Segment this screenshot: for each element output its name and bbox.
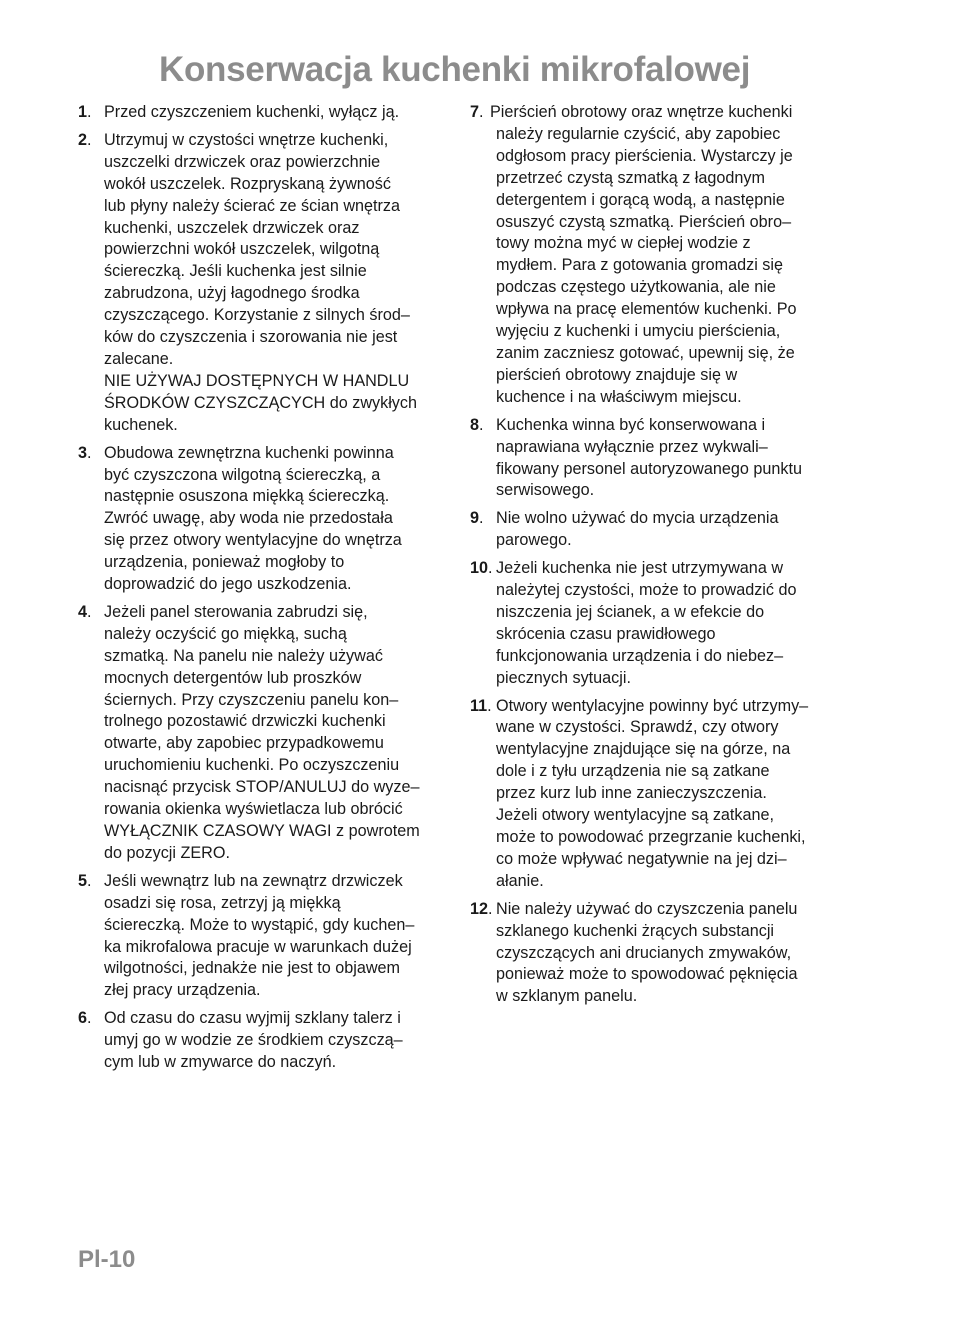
list-item — [470, 899, 850, 1009]
list-item — [470, 508, 850, 552]
list-item — [78, 130, 458, 437]
list-item — [78, 602, 458, 865]
item-text: Przed czyszczeniem kuchenki, wyłącz ją. — [104, 103, 400, 121]
page-number: Pl-10 — [78, 1246, 136, 1273]
item-number: 6. — [78, 1009, 92, 1028]
left-column — [78, 102, 458, 1080]
list-item — [470, 558, 850, 689]
list-item — [78, 1008, 458, 1074]
item-number: 11. — [470, 696, 492, 715]
item-text-first-line: Pierścień obrotowy oraz wnętrze kuchenki — [490, 103, 793, 121]
item-text: Nie wolno używać do mycia urządzenia parowego. — [496, 509, 779, 550]
item-number: 5. — [78, 871, 92, 890]
item-number: 9. — [470, 509, 484, 528]
item-number: 7. — [470, 103, 484, 121]
item-text: Nie należy używać do czyszczenia panelu szklanego kuchenki żrących substancji czyszczących ani drucianych zmywaków, ponieważ może to spowodować pęknięcia w szklanym panelu. — [496, 899, 798, 1006]
list-item — [470, 102, 850, 409]
item-text: Jeżeli panel sterowania zabrudzi się, należy oczyścić go miękką, suchą szmatką. Na panelu nie należy używać mocnych detergentów lub proszków ściernych. Przy czyszczeniu panelu kon– trolnego pozostawić drzwiczki kuchenki otwarte, aby zapobiec przypadkowemu uruchomieniu kuchenki. Po oczyszczeniu nacisnąć przycisk STOP/ANULUJ do wyze– rowania okienka wyświetlacza lub obrócić WYŁĄCZNIK CZASOWY WAGI z powrotem do pozycji ZERO. — [104, 602, 420, 862]
item-text: Otwory wentylacyjne powinny być utrzymy– wane w czystości. Sprawdź, czy otwory wentylacyjne znajdujące się na górze, na dole i z tyłu urządzenia nie są zatkane przez kurz lub inne zanieczyszczenia. Jeżeli otwory wentylacyjne są zatkane, może to powodować przegrzanie kuchenki, co może wpływać negatywnie na jej dzi– ałanie. — [496, 696, 809, 890]
item-text: należy regularnie czyścić, aby zapobiec odgłosom pracy pierścienia. Wystarczy je przetrzeć czystą szmatką z łagodnym detergentem i gorącą wodą, a następnie osuszyć czystą szmatką. Pierścień obro– towy można myć w ciepłej wodzie z mydłem. Para z gotowania gromadzi się podczas częstego użytkowania, ale nie wpływa na pracę elementów kuchenki. Po wyjęciu z kuchenki i umyciu pierścienia, zanim zaczniesz gotować, upewnij się, że pierścień obrotowy znajduje się w kuchence i na właściwym miejscu. — [496, 124, 797, 406]
item-text: Jeśli wewnątrz lub na zewnątrz drzwiczek osadzi się rosa, zetrzyj ją miękką ściereczką. Może to wystąpić, gdy kuchen– ka mikrofalowa pracuje w warunkach dużej wilgotności, jednakże nie jest to objawem złej pracy urządzenia. — [104, 871, 415, 1000]
item-text: Utrzymuj w czystości wnętrze kuchenki, uszczelki drzwiczek oraz powierzchnie wokół uszczelek. Rozpryskaną żywność lub płyny należy ścierać ze ścian wnętrza kuchenki, uszczelek drzwiczek oraz powierzchni wokół uszczelek, wilgotną ściereczką. Jeśli kuchenka jest silnie zabrudzona, użyj łagodnego środka czyszczącego. Korzystanie z silnych środ– ków do czyszczenia i szorowania nie jest zalecane. NIE UŻYWAJ DOSTĘPNYCH W HANDLU ŚRODKÓW CZYSZCZĄCYCH do zwykłych kuchenek. — [104, 130, 417, 434]
list-item — [78, 871, 458, 1002]
item-number: 1. — [78, 103, 92, 121]
item-number: 4. — [78, 602, 92, 621]
item-number: 12. — [470, 899, 493, 918]
item-number: 2. — [78, 130, 92, 149]
item-number: 8. — [470, 415, 484, 434]
item-number: 3. — [78, 443, 92, 462]
item-text: Obudowa zewnętrzna kuchenki powinna być czyszczona wilgotną ściereczką, a następnie osuszona miękką ściereczką. Zwróć uwagę, aby woda nie przedostała się przez otwory wentylacyjne do wnętrza urządzenia, ponieważ mogłoby to doprowadzić do jego uszkodzenia. — [104, 443, 402, 594]
right-column — [470, 102, 850, 1014]
list-item — [470, 415, 850, 503]
item-text: Jeżeli kuchenka nie jest utrzymywana w należytej czystości, może to prowadzić do niszczenia jej ścianek, a w efekcie do skrócenia czasu prawidłowego funkcjonowania urządzenia i do niebez– piecznych sytuacji. — [496, 559, 797, 687]
list-item — [470, 696, 850, 893]
item-text: Od czasu do czasu wyjmij szklany talerz i umyj go w wodzie ze środkiem czyszczą– cym lub w zmywarce do naczyń. — [104, 1009, 403, 1072]
item-text: Kuchenka winna być konserwowana i naprawiana wyłącznie przez wykwali– fikowany personel autoryzowanego punktu serwisowego. — [496, 415, 802, 500]
page-title: Konserwacja kuchenki mikrofalowej — [159, 50, 751, 89]
item-number: 10. — [470, 559, 493, 578]
list-item — [78, 443, 458, 596]
list-item — [78, 102, 458, 124]
